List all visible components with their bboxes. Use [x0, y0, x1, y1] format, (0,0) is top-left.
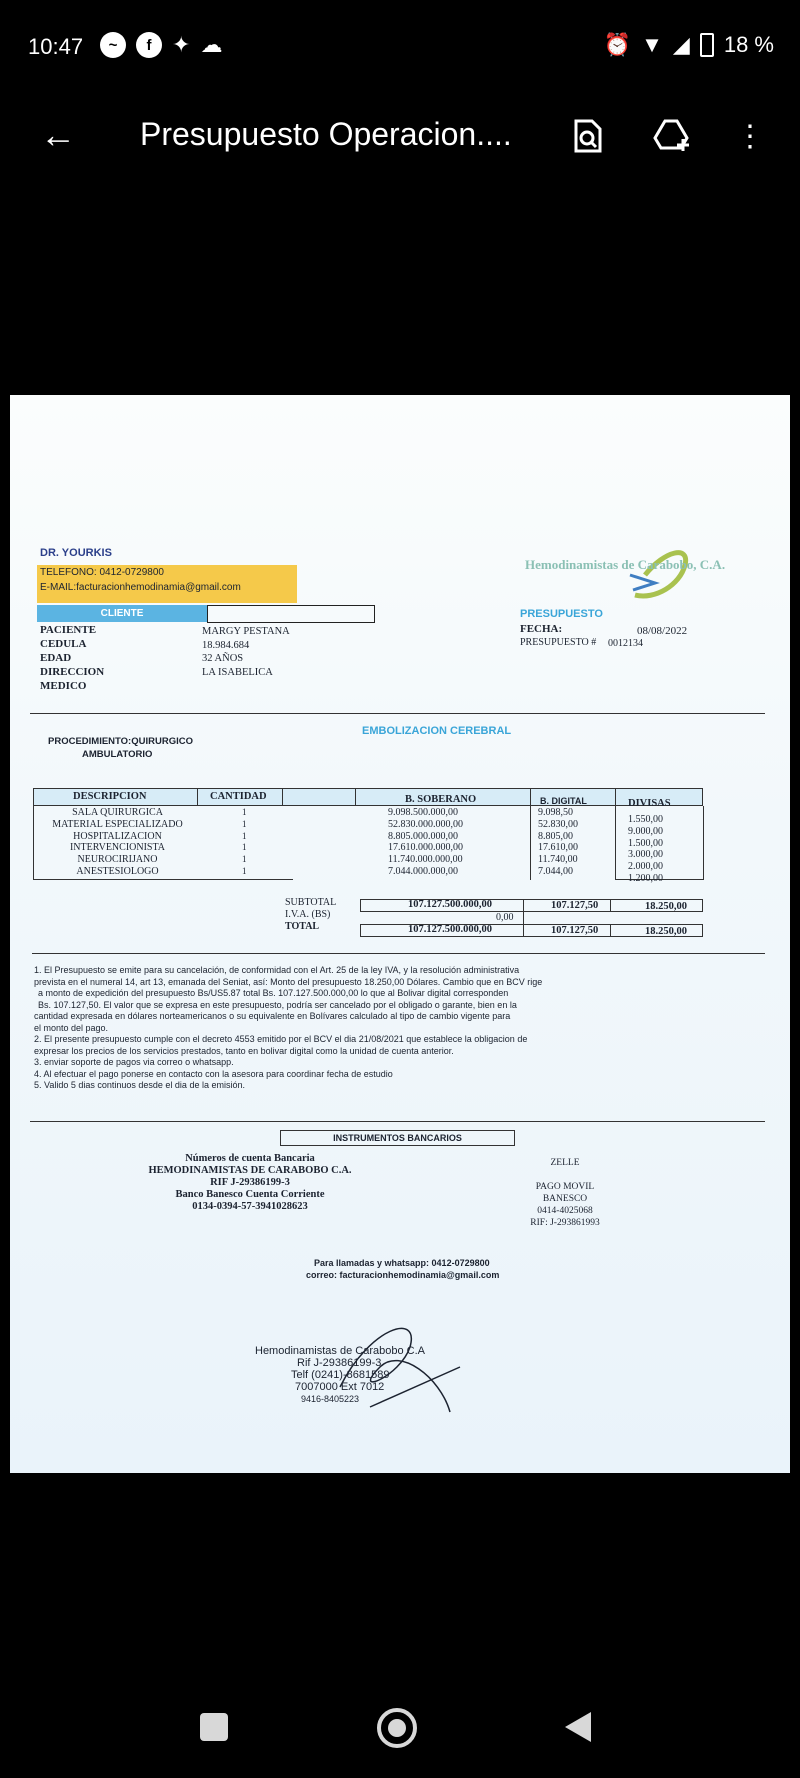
battery-percent: 18 %: [723, 32, 774, 57]
header-soberano: B. SOBERANO: [405, 794, 477, 805]
total-soberano: 107.127.500.000,00: [408, 924, 492, 935]
header-digital: B. DIGITAL: [540, 796, 587, 806]
contact-info: Para llamadas y whatsapp: 0412-0729800 correo: facturacionhemodinamia@gmail.com: [306, 1258, 500, 1280]
value-cedula: 18.984.684: [202, 639, 250, 651]
wifi-icon: ▼: [641, 32, 663, 57]
procedure-title: EMBOLIZACION CEREBRAL: [362, 725, 512, 737]
header-cantidad: CANTIDAD: [210, 791, 267, 802]
status-time: 10:47: [28, 34, 84, 59]
back-arrow-icon[interactable]: ←: [40, 114, 76, 155]
company-logo: [525, 545, 726, 605]
home-dot-icon: [388, 1719, 406, 1737]
document-page: [10, 395, 790, 1473]
ambulatorio-text: AMBULATORIO: [82, 749, 153, 760]
zelle-info: ZELLE PAGO MOVIL BANESCO 0414-4025068 RIF: J-293861993: [530, 1158, 600, 1228]
label-cedula: CEDULA: [40, 638, 87, 650]
terms-notes: 1. El Presupuesto se emite para su cancelación, de conformidad con el Art. 25 de la ley IVA, y la resolución administrativa prevista en el numeral 14, art 13, emanada del Seniat, así: Monto del presupuesto 18.250,00 Dólares. Cambio que en BCV rige a monto de expedición del presupuesto Bs/US5.87 total Bs. 107.127.500.000,00 lo que al Bolivar digital corresponden Bs. 107.127,50. El valor que se expresa en este presupuesto, podría ser cancelado por el obligado o garante, bien en la cantidad expresada en dólares norteamericanos o su equivalente en Bolívares calculado al tipo de cambio vigente para el monto del pago. 2. El presente presupuesto cumple con el decreto 4553 emitido por el BCV el dia 21/08/2021 que establece la obligacion de expresar los precios de los servicios prestados, tanto en bolivar digital como la unidad de cuenta anterior. 3. enviar soporte de pagos via correo o whatsapp. 4. Al efectuar el pago ponerse en contacto con la asesora para coordinar fecha de estudio 5. Valido 5 dias continuos desde el dia de la emisión.: [34, 965, 543, 1090]
doctor-name: DR. YOURKIS: [40, 547, 112, 559]
messenger-icon: ~: [100, 32, 126, 58]
totals-labels: [285, 897, 336, 933]
patient-values: [202, 625, 290, 679]
facebook-icon: f: [136, 32, 162, 58]
procedimiento-text: PROCEDIMIENTO:QUIRURGICO: [48, 736, 193, 747]
total-label: TOTAL: [285, 921, 320, 932]
label-direccion: DIRECCION: [40, 666, 105, 678]
home-button[interactable]: [377, 1708, 417, 1748]
divisas-column: 1.550,00 9.000,00 1.500,00 3.000,00 2.000,00 1.200,00: [628, 814, 663, 884]
search-in-document-icon[interactable]: [568, 116, 608, 156]
system-icons: [604, 32, 774, 58]
signal-icon: ◢: [672, 32, 690, 57]
email-text: E-MAIL:facturacionhemodinamia@gmail.com: [40, 582, 241, 593]
bancarios-title: INSTRUMENTOS BANCARIOS: [280, 1130, 515, 1146]
header-descripcion: DESCRIPCION: [73, 791, 147, 802]
value-direccion: LA ISABELICA: [202, 666, 273, 678]
battery-icon: [700, 33, 714, 57]
label-edad: EDAD: [40, 652, 72, 664]
back-button[interactable]: [563, 1710, 593, 1744]
digital-column: 9.098,50 52.830,00 8.805,00 17.610,00 11.740,00 7.044,00: [538, 807, 578, 877]
twitter-icon: ✦: [172, 32, 191, 57]
signature: [310, 1307, 470, 1427]
patient-labels: [40, 623, 104, 693]
divider: [30, 1121, 765, 1122]
total-divisas: 18.250,00: [645, 926, 687, 937]
header-divisas: DIVISAS: [628, 798, 671, 809]
logo-text: Hemodinamistas de Carabobo, C.A.: [525, 557, 726, 572]
iva-value: 0,00: [496, 912, 514, 923]
recents-button[interactable]: [200, 1713, 228, 1741]
table-row: SALA QUIRURGICA: [72, 807, 163, 818]
status-bar: [0, 0, 800, 96]
qty-column: 1 1 1 1 1 1: [242, 807, 247, 876]
soberano-column: 9.098.500.000,00 52.830.000.000,00 8.805.000.000,00 17.610.000.000,00 11.740.000.000,00 7.044.000.000,00: [388, 807, 463, 877]
presupuesto-title: PRESUPUESTO: [520, 608, 603, 620]
table-row: INTERVENCIONISTA: [69, 842, 166, 854]
navigation-bar: [0, 1660, 800, 1778]
label-medico: MEDICO: [40, 680, 87, 692]
app-bar: [0, 96, 800, 176]
total-digital: 107.127,50: [551, 925, 599, 936]
subtotal-digital: 107.127,50: [551, 900, 599, 911]
value-edad: 32 AÑOS: [202, 653, 244, 664]
iva-label: I.V.A. (BS): [285, 909, 331, 920]
table-row: ANESTESIOLOGO: [76, 865, 159, 877]
cloud-icon: ☁: [200, 32, 223, 57]
alarm-icon: ⏰: [603, 32, 632, 57]
table-row: MATERIAL ESPECIALIZADO: [52, 818, 183, 830]
document-title: Presupuesto Operacion....: [140, 116, 512, 152]
label-paciente: PACIENTE: [40, 624, 97, 636]
presupuesto-number-value: 0012134: [608, 638, 643, 649]
presupuesto-number-label: PRESUPUESTO #: [520, 637, 597, 648]
divider: [30, 713, 765, 714]
subtotal-divisas: 18.250,00: [645, 901, 687, 912]
cliente-label: CLIENTE: [37, 605, 207, 622]
telefono-text: TELEFONO: 0412-0729800: [40, 567, 164, 578]
notification-icons: [100, 32, 222, 58]
divider: [32, 953, 765, 954]
bank-info: Números de cuenta Bancaria HEMODINAMISTAS DE CARABOBO C.A. RIF J-29386199-3 Banco Banesco Cuenta Corriente 0134-0394-57-3941028623: [148, 1153, 352, 1212]
more-options-icon[interactable]: ⋮: [735, 119, 765, 153]
desc-column: [40, 807, 195, 878]
value-paciente: MARGY PESTANA: [202, 626, 290, 637]
table-row: NEUROCIRIJANO: [77, 854, 158, 866]
company-stamp: Hemodinamistas de Carabobo C.A Rif J-29386199-3 Telf (0241)-8681589 7007000 Ext 7012 9416-8405223: [255, 1345, 425, 1404]
cliente-box: [207, 605, 375, 623]
drive-add-icon[interactable]: [653, 116, 693, 156]
fecha-value: 08/08/2022: [637, 625, 688, 637]
fecha-label: FECHA:: [520, 623, 563, 635]
subtotal-soberano: 107.127.500.000,00: [408, 899, 492, 910]
table-row: HOSPITALIZACION: [73, 830, 162, 842]
subtotal-label: SUBTOTAL: [285, 897, 337, 908]
